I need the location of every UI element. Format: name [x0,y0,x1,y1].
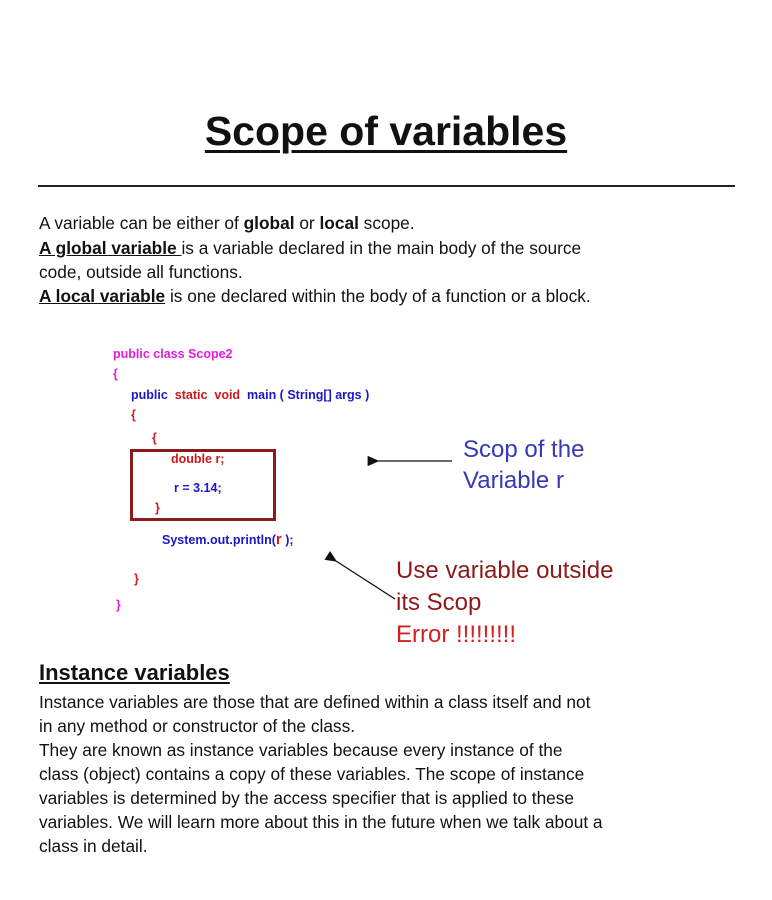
instance-heading: Instance variables [39,660,230,685]
code-brace-close-3: } [155,501,160,515]
local-definition: A local variable is one declared within the body of a function or a block. [39,286,591,306]
instance-line: class (object) contains a copy of these variables. The scope of instance [39,764,585,784]
instance-line: They are known as instance variables because every instance of the [39,740,563,760]
instance-line: class in detail. [39,836,148,856]
error-annotation: Error !!!!!!!!! [396,621,517,648]
use-annotation-line-1: Use variable outside [396,557,614,584]
code-line-class: public class Scope2 [113,347,233,361]
code-brace-open-3: { [152,431,157,445]
global-term: A global variable [39,238,182,258]
code-line-declare: double r; [171,452,225,466]
code-brace-open-1: { [113,367,118,381]
error-arrow [336,561,395,599]
code-line-main: public static void main ( String[] args ) [131,388,370,402]
scope-annotation-line-2: Variable r [463,467,564,494]
instance-line: in any method or constructor of the class. [39,716,356,736]
global-definition-cont: code, outside all functions. [39,262,243,282]
intro-line-1: A variable can be either of global or local scope. [39,213,415,233]
println-r: r [275,531,282,548]
global-word: global [243,213,295,233]
page-title: Scope of variables [204,108,568,154]
code-line-assign: r = 3.14; [174,481,222,495]
global-definition: A global variable is a variable declared in the main body of the source [39,238,582,258]
instance-line: Instance variables are those that are defined within a class itself and not [39,692,591,712]
local-term: A local variable [39,286,166,306]
use-annotation-line-2: its Scop [396,589,482,616]
scope-annotation-line-1: Scop of the [463,436,585,463]
code-brace-open-2: { [131,408,136,422]
instance-line: variables. We will learn more about this in the future when we talk about a [39,812,603,832]
code-line-println: System.out.println(r ); [162,531,294,548]
code-brace-close-1: } [116,598,121,612]
code-brace-close-2: } [134,572,139,586]
instance-line: variables is determined by the access specifier that is applied to these [39,788,575,808]
local-word: local [319,213,359,233]
